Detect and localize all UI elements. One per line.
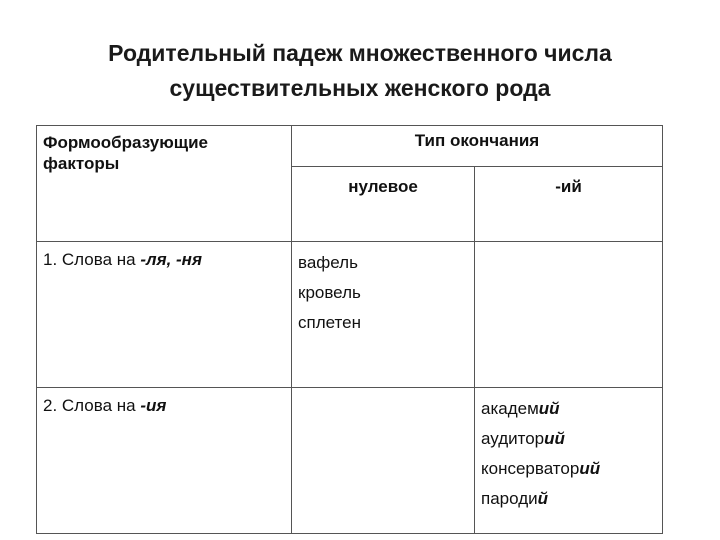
word-ending: й bbox=[537, 489, 549, 508]
table-row bbox=[37, 388, 663, 534]
word-stem: консерватор bbox=[481, 459, 580, 478]
word-ending: ий bbox=[544, 429, 565, 448]
cell-iy bbox=[475, 388, 663, 534]
cell-iy bbox=[475, 242, 663, 388]
title-line-2: существительных женского рода bbox=[169, 75, 551, 101]
word-ending: ий bbox=[579, 459, 601, 478]
header-ending-type: Тип окончания bbox=[292, 126, 663, 167]
word: вафель bbox=[298, 253, 358, 272]
word: сплетен bbox=[298, 313, 361, 332]
row-label-ending: -ля, -ня bbox=[140, 250, 202, 269]
table-header-row bbox=[37, 126, 663, 167]
header-factors: Формообразующие факторы bbox=[37, 126, 292, 242]
word bbox=[481, 484, 656, 514]
title-line-1: Родительный падеж множественного числа bbox=[108, 40, 612, 66]
row-label-prefix: 2. Слова на bbox=[43, 396, 141, 415]
header-iy: -ий bbox=[475, 167, 663, 242]
row-label-prefix: 1. Слова на bbox=[43, 250, 141, 269]
word: кровель bbox=[298, 283, 361, 302]
word-stem: пароди bbox=[481, 489, 538, 508]
word-stem: аудитор bbox=[481, 429, 545, 448]
cell-zero bbox=[292, 388, 475, 534]
row-label bbox=[37, 388, 292, 534]
word bbox=[481, 454, 656, 484]
grammar-table bbox=[36, 125, 663, 534]
page-title bbox=[0, 36, 720, 106]
word bbox=[481, 424, 656, 454]
row-label bbox=[37, 242, 292, 388]
word-stem: академ bbox=[481, 399, 539, 418]
header-zero: нулевое bbox=[292, 167, 475, 242]
word bbox=[481, 394, 656, 424]
word-ending: ий bbox=[538, 399, 560, 418]
table-row bbox=[37, 242, 663, 388]
row-label-ending: -ия bbox=[140, 396, 167, 415]
cell-zero bbox=[292, 242, 475, 388]
